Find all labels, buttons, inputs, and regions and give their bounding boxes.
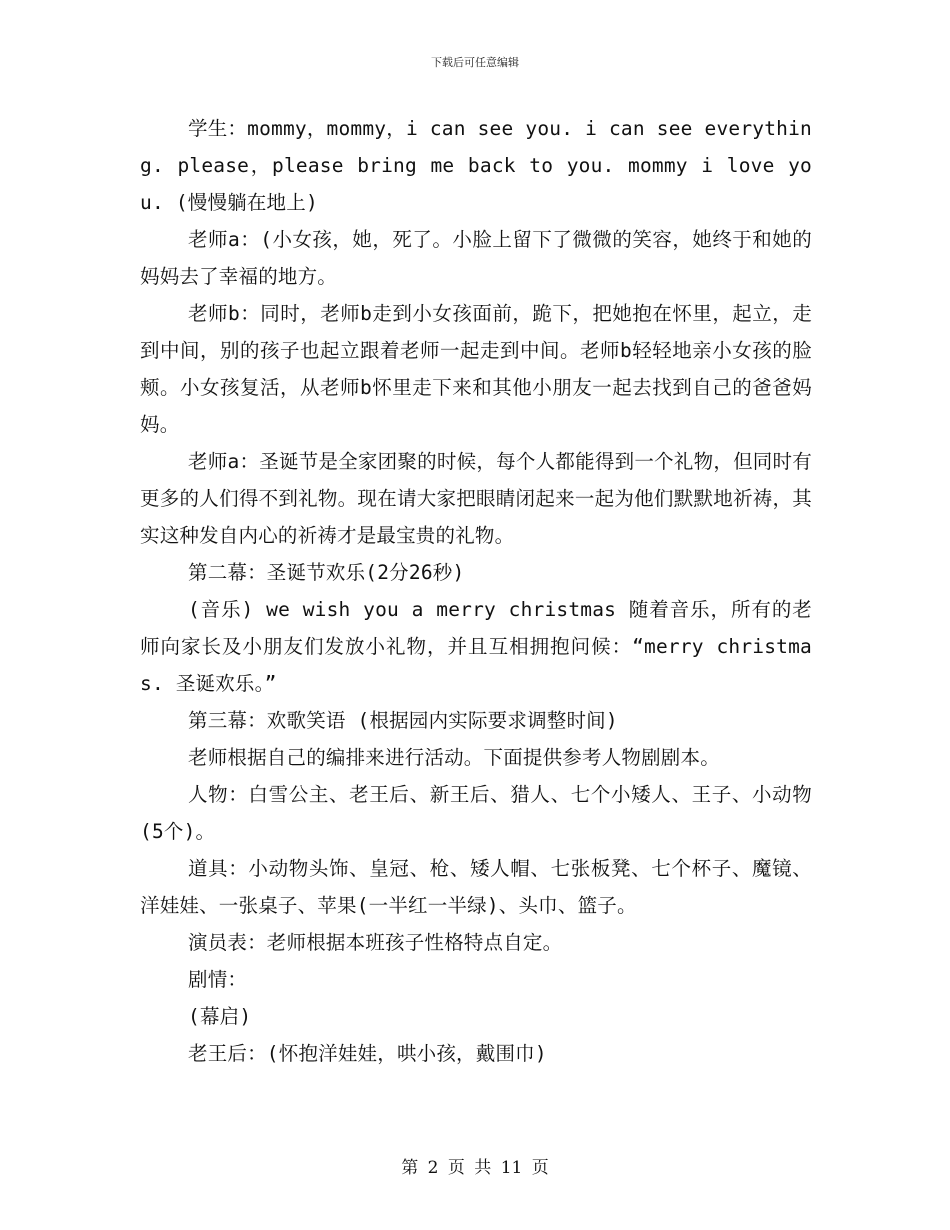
section-heading: 第二幕：圣诞节欢乐(2分26秒) [188,561,465,584]
paragraph: 人物：白雪公主、老王后、新王后、猎人、七个小矮人、王子、小动物(5个)。 [140,783,812,843]
section-heading: 第三幕：欢歌笑语 (根据园内实际要求调整时间) [188,709,618,732]
paragraph: 老王后：(怀抱洋娃娃，哄小孩，戴围巾) [188,1042,547,1065]
document-body [140,110,812,1072]
page-number: 第 2 页 共 11 页 [401,1158,549,1178]
paragraph: (幕启) [188,1005,252,1028]
paragraph: 老师根据自己的编排来进行活动。下面提供参考人物剧剧本。 [188,746,720,769]
paragraph: 演员表：老师根据本班孩子性格特点自定。 [188,931,563,954]
paragraph: 老师a：圣诞节是全家团聚的时候，每个人都能得到一个礼物，但同时有更多的人们得不到礼物。现在请大家把眼睛闭起来一起为他们默默地祈祷，其实这种发自内心的祈祷才是最宝贵的礼物。 [140,450,812,547]
paragraph: (音乐) we wish you a merry christmas 随着音乐，所有的老师向家长及小朋友们发放小礼物，并且互相拥抱问候：“merry christmas. 圣诞欢乐。” [140,598,812,695]
paragraph: 老师a：(小女孩，她，死了。小脸上留下了微微的笑容，她终于和她的妈妈去了幸福的地方。 [140,228,812,288]
paragraph: 剧情： [188,968,248,991]
paragraph: 学生：mommy，mommy，i can see you. i can see everything. please，please bring me back to you. mommy i love you. (慢慢躺在地上) [140,117,812,214]
page-header: 下载后可任意编辑 [431,56,519,69]
paragraph: 老师b：同时，老师b走到小女孩面前，跪下，把她抱在怀里，起立，走到中间，别的孩子也起立跟着老师一起走到中间。老师b轻轻地亲小女孩的脸颊。小女孩复活，从老师b怀里走下来和其他小朋友一起去找到自己的爸爸妈妈。 [140,302,812,436]
paragraph: 道具：小动物头饰、皇冠、枪、矮人帽、七张板凳、七个杯子、魔镜、洋娃娃、一张桌子、苹果(一半红一半绿)、头巾、篮子。 [140,857,812,917]
